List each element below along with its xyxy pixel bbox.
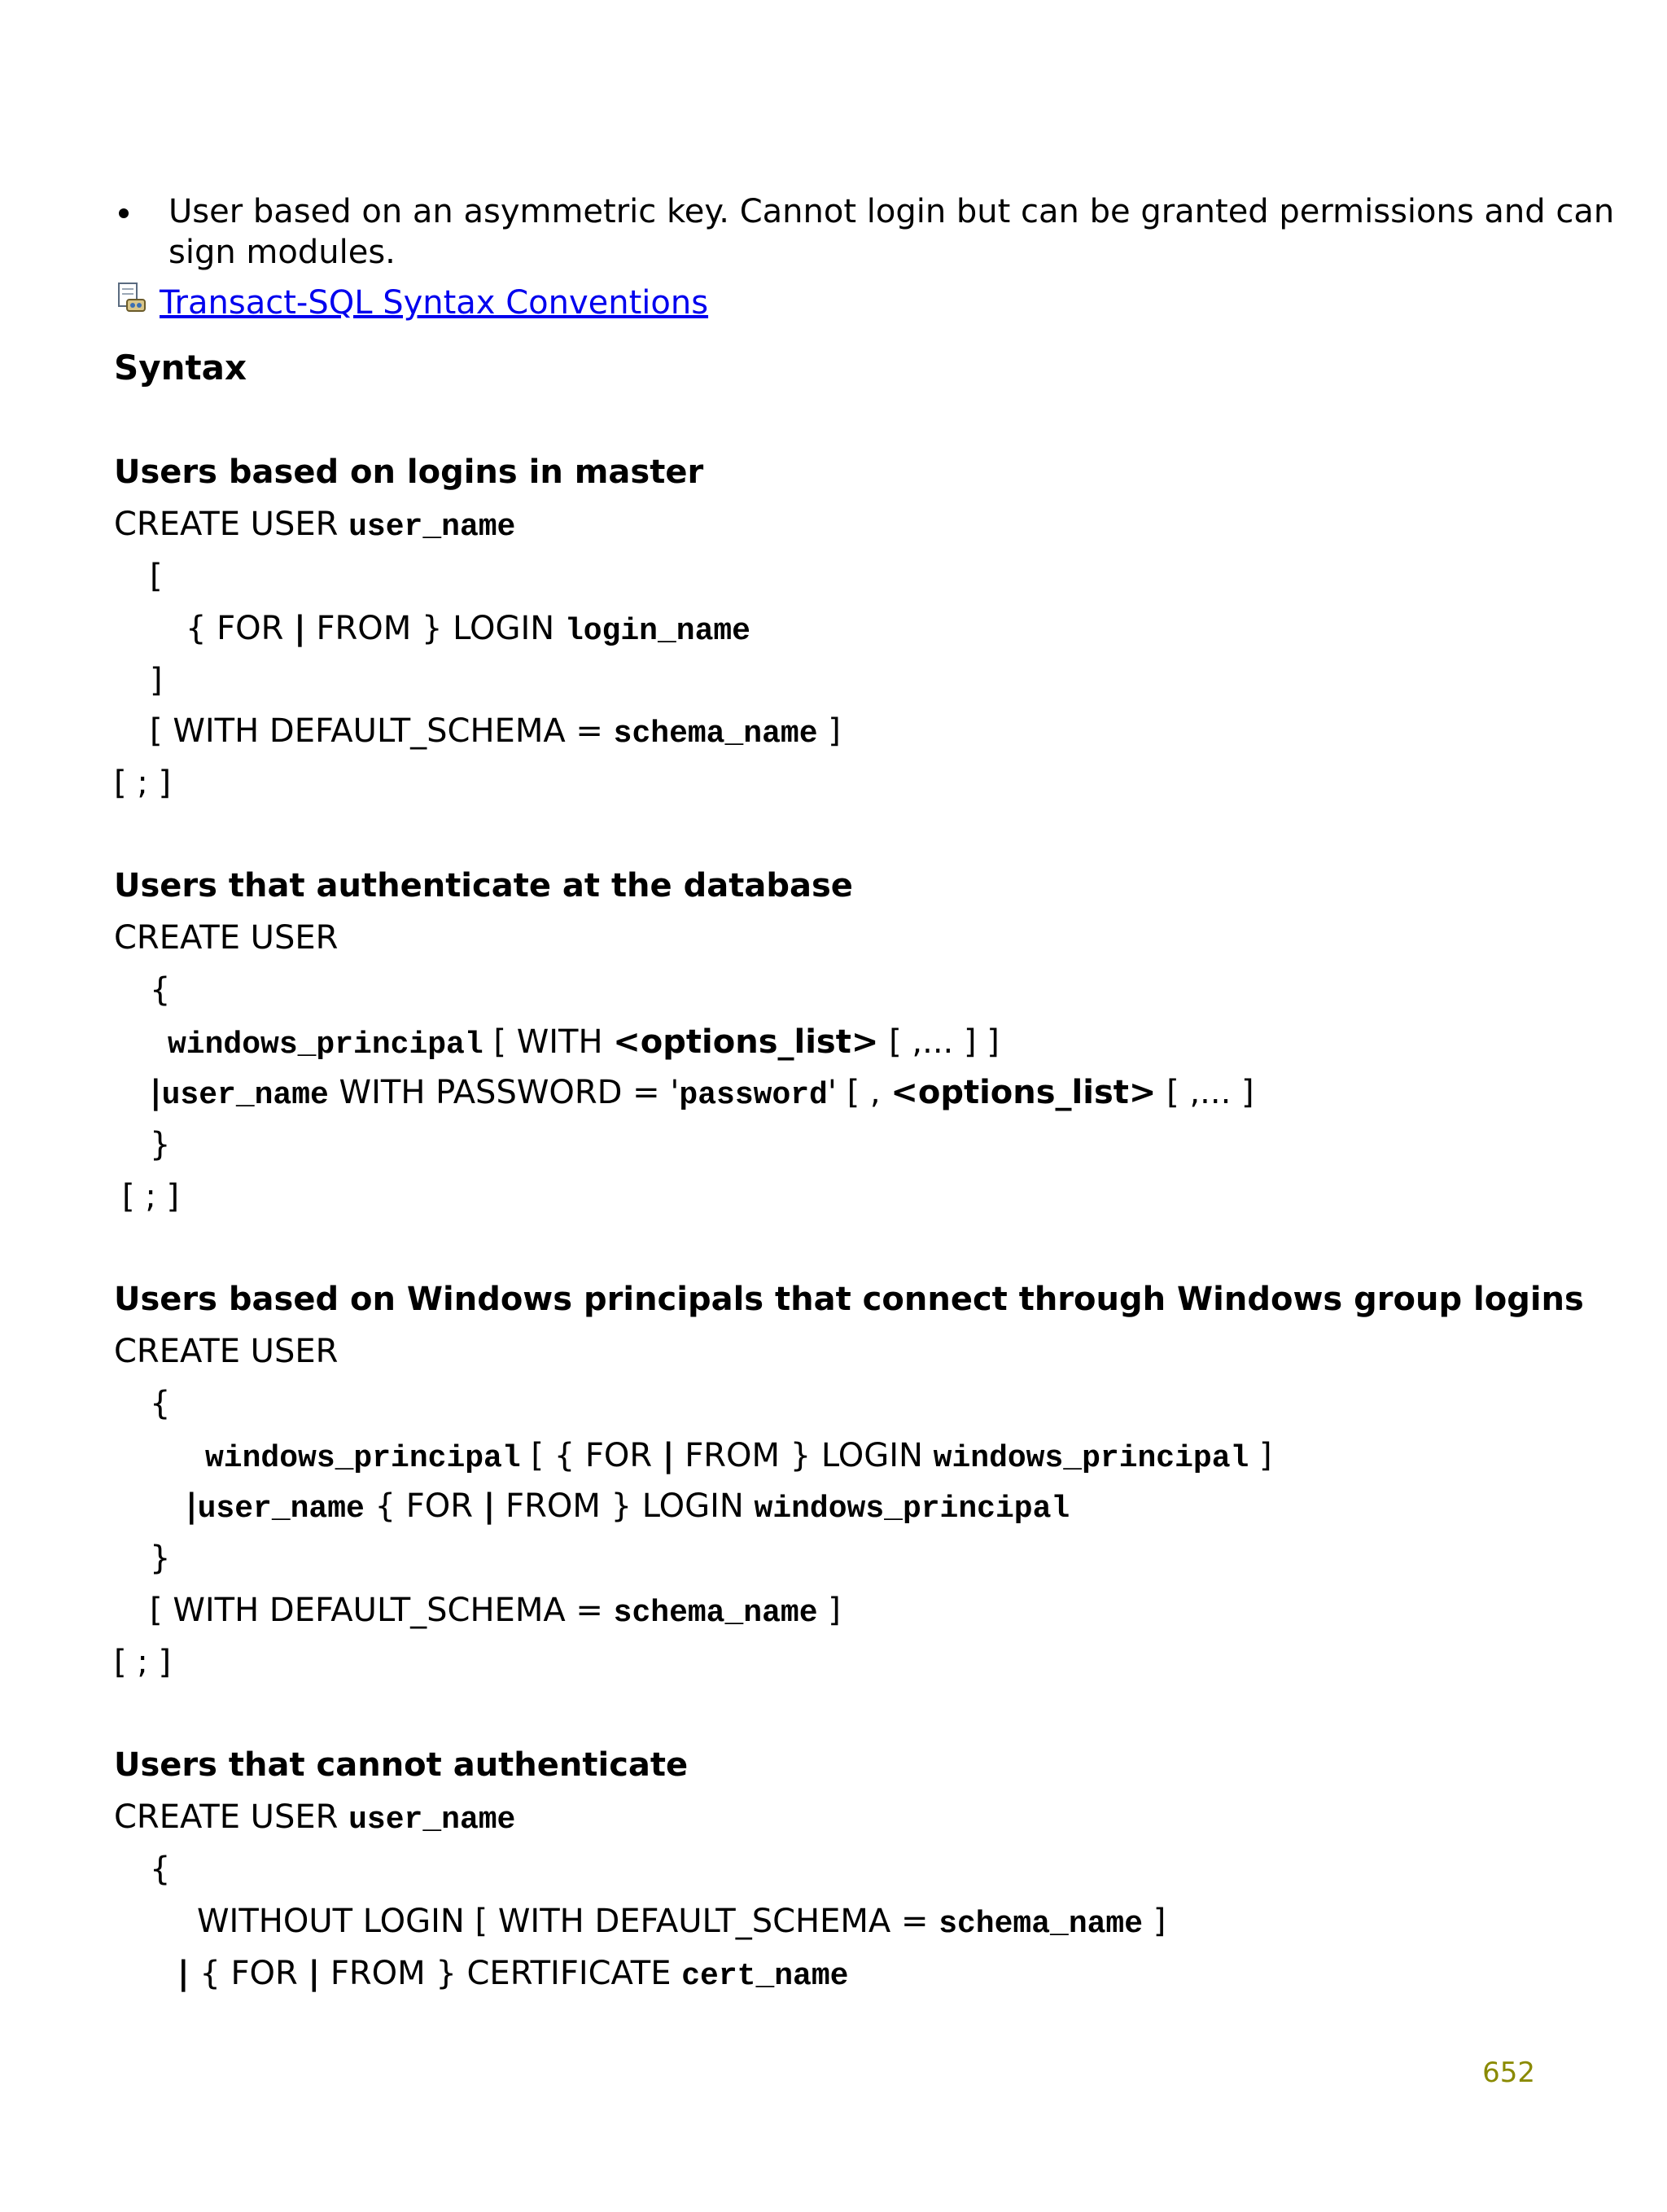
code-line: { [150,1385,171,1422]
code-line: ] [150,662,163,699]
section-title: Users that authenticate at the database [114,867,853,905]
section-title: Users based on logins in master [114,453,704,491]
code-line: { [150,1851,171,1888]
code-line: CREATE USER [114,1333,339,1370]
code-line: [ [150,558,163,595]
bullet-icon [119,208,129,218]
code-line: [ ; ] [114,764,172,802]
syntax-conventions-link[interactable] [160,283,708,322]
code-line: [ WITH DEFAULT_SCHEMA = schema_name ] [150,1592,841,1631]
code-line: [ ; ] [114,1644,172,1681]
code-line: windows_principal [ { FOR | FROM } LOGIN windows_principal ] [205,1437,1272,1476]
code-line: { [150,971,171,1009]
page-number: 652 [1482,2057,1535,2089]
code-line: [ ; ] [122,1178,180,1216]
code-line: CREATE USER [114,919,339,957]
section-title: Users that cannot authenticate [114,1746,689,1784]
code-line: | { FOR | FROM } CERTIFICATE cert_name [177,1955,849,1994]
link-text[interactable]: Transact-SQL Syntax Conventions [160,284,709,322]
code-line: { FOR | FROM } LOGIN login_name [186,610,750,649]
code-line: CREATE USER user_name [114,506,516,545]
code-line: WITHOUT LOGIN [ WITH DEFAULT_SCHEMA = schema_name ] [197,1903,1166,1942]
code-line: |user_name { FOR | FROM } LOGIN windows_principal [186,1487,1070,1526]
document-link-icon [114,282,148,314]
code-line: windows_principal [ WITH <options_list> [ ,... ] ] [168,1023,1000,1062]
syntax-heading: Syntax [114,348,247,388]
section-title: Users based on Windows principals that connect through Windows group logins [114,1281,1584,1318]
code-line: |user_name WITH PASSWORD = 'password' [ , <options_list> [ ,... ] [150,1074,1254,1113]
code-line: } [150,1126,171,1163]
code-line: } [150,1540,171,1577]
code-line: [ WITH DEFAULT_SCHEMA = schema_name ] [150,712,841,751]
code-line: CREATE USER user_name [114,1798,516,1837]
bullet-text-line-2: sign modules. [168,234,396,271]
bullet-text-line-1: User based on an asymmetric key. Cannot login but can be granted permissions and can [168,193,1615,230]
